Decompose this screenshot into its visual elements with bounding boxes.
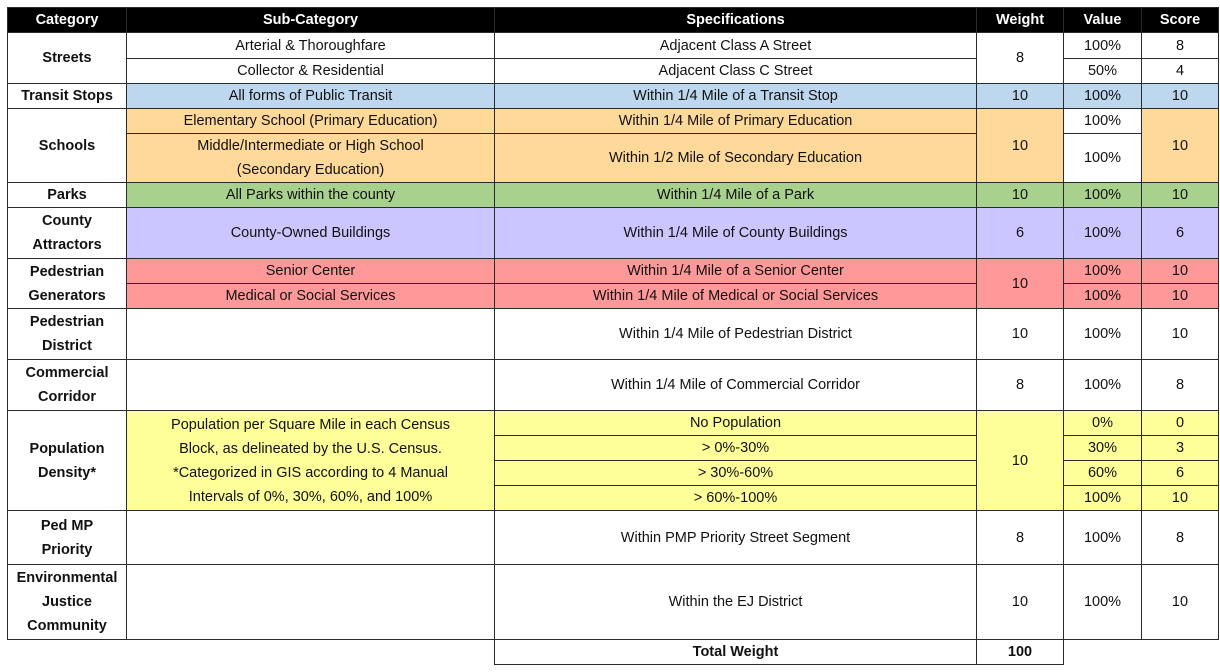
table-row <box>8 360 1219 411</box>
score-cell: 8 <box>1142 33 1219 59</box>
table-row <box>8 208 1219 259</box>
category-line: Community <box>27 618 107 634</box>
header-weight: Weight <box>977 8 1064 33</box>
score-cell: 6 <box>1142 208 1219 259</box>
subcategory-line: *Categorized in GIS according to 4 Manual <box>173 464 448 481</box>
category-line: Environmental <box>16 570 118 586</box>
subcategory-cell <box>127 360 495 411</box>
weight-cell: 6 <box>977 208 1064 259</box>
total-weight-value: 100 <box>977 640 1064 665</box>
category-line: Pedestrian <box>29 263 105 280</box>
subcategory-cell: County-Owned Buildings <box>127 208 495 259</box>
empty-cell <box>8 640 127 665</box>
subcategory-cell <box>127 411 495 511</box>
header-value: Value <box>1064 8 1142 33</box>
table-row <box>8 259 1219 284</box>
category-line: Pedestrian <box>29 314 105 330</box>
category-line: Ped MP <box>40 517 94 534</box>
category-streets: Streets <box>8 33 127 84</box>
score-cell: 10 <box>1142 84 1219 109</box>
category-pedestrian-district <box>8 309 127 360</box>
score-cell: 6 <box>1142 461 1219 486</box>
subcategory-cell <box>127 565 495 640</box>
weight-cell: 10 <box>977 109 1064 183</box>
weight-cell: 8 <box>977 511 1064 565</box>
category-transit-stops: Transit Stops <box>8 84 127 109</box>
category-commercial-corridor <box>8 360 127 411</box>
spec-cell: Within the EJ District <box>495 565 977 640</box>
spec-cell: Within 1/4 Mile of Medical or Social Services <box>495 284 977 309</box>
table-row <box>8 565 1219 640</box>
value-cell: 100% <box>1064 309 1142 360</box>
spec-cell: Within 1/4 Mile of County Buildings <box>495 208 977 259</box>
subcategory-line: Population per Square Mile in each Census <box>171 416 450 433</box>
category-line: Density* <box>37 464 97 481</box>
value-cell: 100% <box>1064 33 1142 59</box>
score-cell: 10 <box>1142 259 1219 284</box>
subcategory-cell: Elementary School (Primary Education) <box>127 109 495 134</box>
value-cell: 100% <box>1064 109 1142 134</box>
spec-cell: > 0%-30% <box>495 436 977 461</box>
score-cell: 8 <box>1142 511 1219 565</box>
table-row <box>8 309 1219 360</box>
category-line: Commercial <box>25 365 109 381</box>
value-cell: 100% <box>1064 208 1142 259</box>
subcategory-cell <box>127 309 495 360</box>
subcategory-line: Middle/Intermediate or High School <box>197 138 424 154</box>
score-cell: 3 <box>1142 436 1219 461</box>
score-cell: 10 <box>1142 109 1219 183</box>
score-cell: 10 <box>1142 309 1219 360</box>
category-line: Corridor <box>38 389 96 405</box>
subcategory-cell <box>127 511 495 565</box>
empty-cell <box>127 640 495 665</box>
value-cell: 50% <box>1064 59 1142 84</box>
header-specifications: Specifications <box>495 8 977 33</box>
spec-cell: Within 1/4 Mile of Commercial Corridor <box>495 360 977 411</box>
subcategory-cell: Medical or Social Services <box>127 284 495 309</box>
total-row <box>8 640 1219 665</box>
subcategory-cell: All Parks within the county <box>127 183 495 208</box>
score-cell: 0 <box>1142 411 1219 436</box>
subcategory-cell: Senior Center <box>127 259 495 284</box>
category-pedestrian-generators <box>8 259 127 309</box>
score-cell: 4 <box>1142 59 1219 84</box>
subcategory-line: (Secondary Education) <box>236 162 385 178</box>
score-cell: 10 <box>1142 565 1219 640</box>
value-cell: 0% <box>1064 411 1142 436</box>
weight-cell: 8 <box>977 360 1064 411</box>
value-cell: 100% <box>1064 360 1142 411</box>
subcategory-cell: Arterial & Thoroughfare <box>127 33 495 59</box>
category-schools: Schools <box>8 109 127 183</box>
value-cell: 100% <box>1064 565 1142 640</box>
empty-cell <box>1064 640 1142 665</box>
subcategory-cell: All forms of Public Transit <box>127 84 495 109</box>
category-line: Generators <box>28 287 106 304</box>
weight-cell: 10 <box>977 309 1064 360</box>
weight-cell: 10 <box>977 411 1064 511</box>
category-parks: Parks <box>8 183 127 208</box>
table-row <box>8 511 1219 565</box>
value-cell: 60% <box>1064 461 1142 486</box>
table-row <box>8 84 1219 109</box>
category-line: Priority <box>41 541 93 558</box>
table-row <box>8 33 1219 59</box>
category-line: District <box>42 338 92 354</box>
value-cell: 100% <box>1064 284 1142 309</box>
value-cell: 100% <box>1064 134 1142 183</box>
spec-cell: Adjacent Class C Street <box>495 59 977 84</box>
header-subcategory: Sub-Category <box>127 8 495 33</box>
category-population-density <box>8 411 127 511</box>
spec-cell: Within 1/4 Mile of Pedestrian District <box>495 309 977 360</box>
spec-cell: Within 1/4 Mile of a Transit Stop <box>495 84 977 109</box>
weight-cell: 10 <box>977 183 1064 208</box>
weight-cell: 10 <box>977 565 1064 640</box>
table-row <box>8 183 1219 208</box>
category-ped-mp-priority <box>8 511 127 565</box>
spec-cell: > 60%-100% <box>495 486 977 511</box>
header-category: Category <box>8 8 127 33</box>
header-score: Score <box>1142 8 1219 33</box>
scoring-table <box>7 7 1219 665</box>
category-county-attractors <box>8 208 127 259</box>
weight-cell: 10 <box>977 259 1064 309</box>
spec-cell: Within 1/4 Mile of a Senior Center <box>495 259 977 284</box>
empty-cell <box>1142 640 1219 665</box>
header-row <box>8 8 1219 33</box>
spec-cell: Within PMP Priority Street Segment <box>495 511 977 565</box>
spec-cell: > 30%-60% <box>495 461 977 486</box>
value-cell: 100% <box>1064 84 1142 109</box>
subcategory-line: Block, as delineated by the U.S. Census. <box>179 440 442 457</box>
table-row <box>8 109 1219 134</box>
spec-cell: No Population <box>495 411 977 436</box>
category-line: Population <box>29 440 105 457</box>
score-cell: 10 <box>1142 183 1219 208</box>
value-cell: 100% <box>1064 259 1142 284</box>
spec-cell: Within 1/4 Mile of Primary Education <box>495 109 977 134</box>
value-cell: 30% <box>1064 436 1142 461</box>
subcategory-line: Intervals of 0%, 30%, 60%, and 100% <box>188 488 433 505</box>
spec-cell: Adjacent Class A Street <box>495 33 977 59</box>
scoring-table-sheet <box>7 7 1218 665</box>
score-cell: 10 <box>1142 486 1219 511</box>
category-environmental-justice-community <box>8 565 127 640</box>
spec-cell: Within 1/4 Mile of a Park <box>495 183 977 208</box>
value-cell: 100% <box>1064 511 1142 565</box>
spec-cell: Within 1/2 Mile of Secondary Education <box>495 134 977 183</box>
category-line: Attractors <box>32 237 102 253</box>
value-cell: 100% <box>1064 183 1142 208</box>
table-row <box>8 411 1219 436</box>
score-cell: 8 <box>1142 360 1219 411</box>
subcategory-cell <box>127 134 495 183</box>
category-line: Justice <box>42 594 92 610</box>
score-cell: 10 <box>1142 284 1219 309</box>
value-cell: 100% <box>1064 486 1142 511</box>
subcategory-cell: Collector & Residential <box>127 59 495 84</box>
weight-cell: 10 <box>977 84 1064 109</box>
category-line: County <box>42 213 92 229</box>
weight-cell: 8 <box>977 33 1064 84</box>
total-weight-label: Total Weight <box>495 640 977 665</box>
